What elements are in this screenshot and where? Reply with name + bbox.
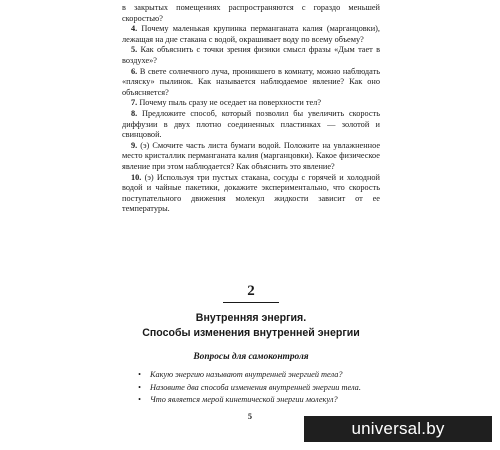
question-4 [122, 24, 380, 45]
list-item [138, 369, 388, 382]
question-text: (э) Смочите часть листа бумаги водой. Положите на увлажненное место кристаллик перманганата калия (марганцовки). Какое физическое явление при этом наблюдается? Как объяснить это явление? [122, 140, 381, 171]
question-number: 9. [131, 140, 138, 150]
list-item-text: Что является мерой кинетической энергии молекул? [150, 395, 338, 405]
questions-block [122, 0, 380, 215]
question-number: 10. [131, 172, 142, 182]
question-10 [122, 173, 380, 215]
question-text: Предложите способ, который позволил бы увеличить скорость диффузии в двух плотно соединенных пластинках — золотой и свинцовой. [122, 108, 380, 140]
question-9 [122, 141, 380, 173]
question-text: Почему пыль сразу не оседает на поверхности тел? [139, 98, 321, 108]
question-number: 6. [131, 66, 138, 76]
intro-fragment: в закрытых помещениях распространяются с гораздо меньшей скоростью? [122, 3, 380, 23]
self-check-title: Вопросы для самоконтроля [193, 352, 309, 362]
chapter-title-line-2: Способы изменения внутренней энергии [142, 327, 360, 339]
question-number: 5. [131, 45, 138, 55]
question-6 [122, 67, 380, 99]
bullet-icon: • [138, 382, 141, 392]
chapter-number: 2 [247, 283, 255, 299]
watermark-logo: universal.by [304, 416, 492, 442]
list-item [138, 382, 388, 395]
question-number: 4. [131, 24, 138, 34]
question-number: 8. [131, 108, 138, 118]
question-8 [122, 109, 380, 141]
bullet-icon: • [138, 370, 141, 379]
chapter-title-line-1: Внутренняя энергия. [195, 312, 307, 324]
page-number: 5 [247, 412, 253, 421]
question-text: В свете солнечного луча, проникшего в комнату, можно наблюдать «пляску» пылинок. Как называется наблюдаемое явление? Как оно объясняется? [122, 66, 380, 97]
chapter-title [122, 311, 380, 341]
self-check-list [138, 369, 388, 407]
question-number: 7. [131, 98, 138, 108]
question-7 [122, 98, 380, 109]
list-item-text: Какую энергию называют внутренней энергией тела? [150, 370, 343, 379]
question-text: Почему маленькая крупинка перманганата калия (марганцовки), лежащая на дне стакана с водой, окрашивает воду по всему объему? [122, 24, 380, 44]
question-5 [122, 45, 380, 66]
bullet-icon: • [138, 395, 141, 405]
list-item [138, 394, 388, 407]
list-item-text: Назовите два способа изменения внутренней энергии тела. [150, 382, 361, 392]
question-text: (э) Используя три пустых стакана, сосуды с горячей и холодной водой и чайные пакетики, докажите экспериментально, что скорость поступательного движения молекул жидкости зависит от ее температуры. [122, 172, 380, 214]
question-text: Как объяснить с точки зрения физики смысл фразы «Дым тает в воздухе»? [122, 45, 380, 65]
chapter-divider [223, 302, 279, 303]
